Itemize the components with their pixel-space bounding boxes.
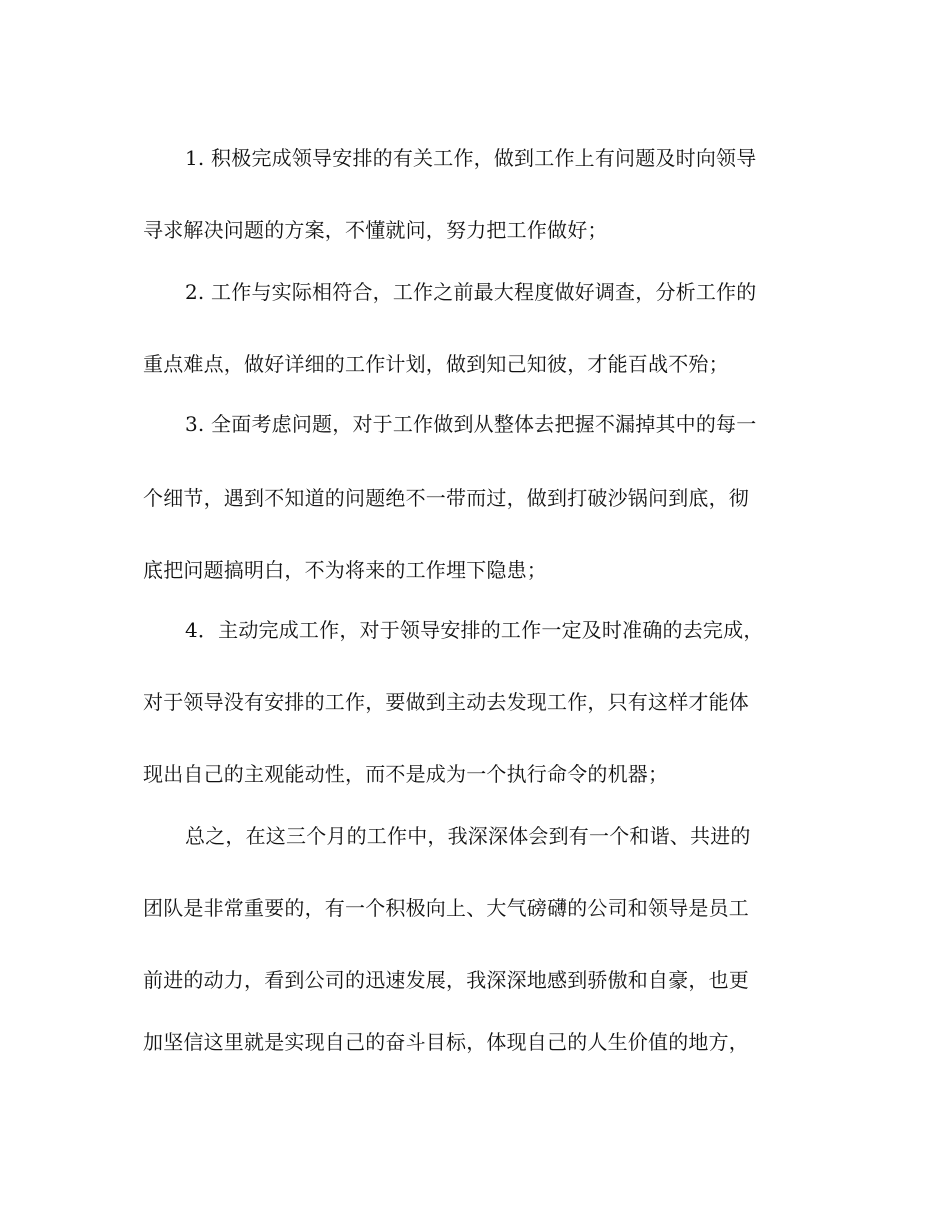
- paragraph-5-line-2: 团队是非常重要的，有一个积极向上、大气磅礴的公司和领导是员工: [143, 896, 749, 920]
- paragraph-4-line-1: 4．主动完成工作，对于领导安排的工作一定及时准确的去完成，: [185, 618, 764, 642]
- paragraph-5-line-3: 前进的动力，看到公司的迅速发展，我深深地感到骄傲和自豪，也更: [143, 968, 749, 992]
- paragraph-5-line-4: 加坚信这里就是实现自己的奋斗目标，体现自己的人生价值的地方，: [143, 1030, 749, 1054]
- paragraph-3-line-2: 个细节，遇到不知道的问题绝不一带而过，做到打破沙锅问到底，彻: [143, 486, 749, 510]
- paragraph-5-line-1: 总之，在这三个月的工作中，我深深体会到有一个和谐、共进的: [185, 824, 751, 848]
- paragraph-4-line-3: 现出自己的主观能动性，而不是成为一个执行命令的机器；: [143, 762, 669, 786]
- paragraph-1-line-1: 1. 积极完成领导安排的有关工作，做到工作上有问题及时向领导: [185, 146, 757, 170]
- paragraph-4-line-2: 对于领导没有安排的工作，要做到主动去发现工作，只有这样才能体: [143, 690, 749, 714]
- paragraph-2-line-2: 重点难点，做好详细的工作计划，做到知己知彼，才能百战不殆；: [143, 352, 729, 376]
- paragraph-3-line-3: 底把问题搞明白，不为将来的工作埋下隐患；: [143, 558, 547, 582]
- paragraph-1-line-2: 寻求解决问题的方案，不懂就问，努力把工作做好；: [143, 218, 608, 242]
- paragraph-3-line-1: 3. 全面考虑问题，对于工作做到从整体去把握不漏掉其中的每一: [185, 412, 757, 436]
- paragraph-2-line-1: 2. 工作与实际相符合，工作之前最大程度做好调查，分析工作的: [185, 280, 757, 304]
